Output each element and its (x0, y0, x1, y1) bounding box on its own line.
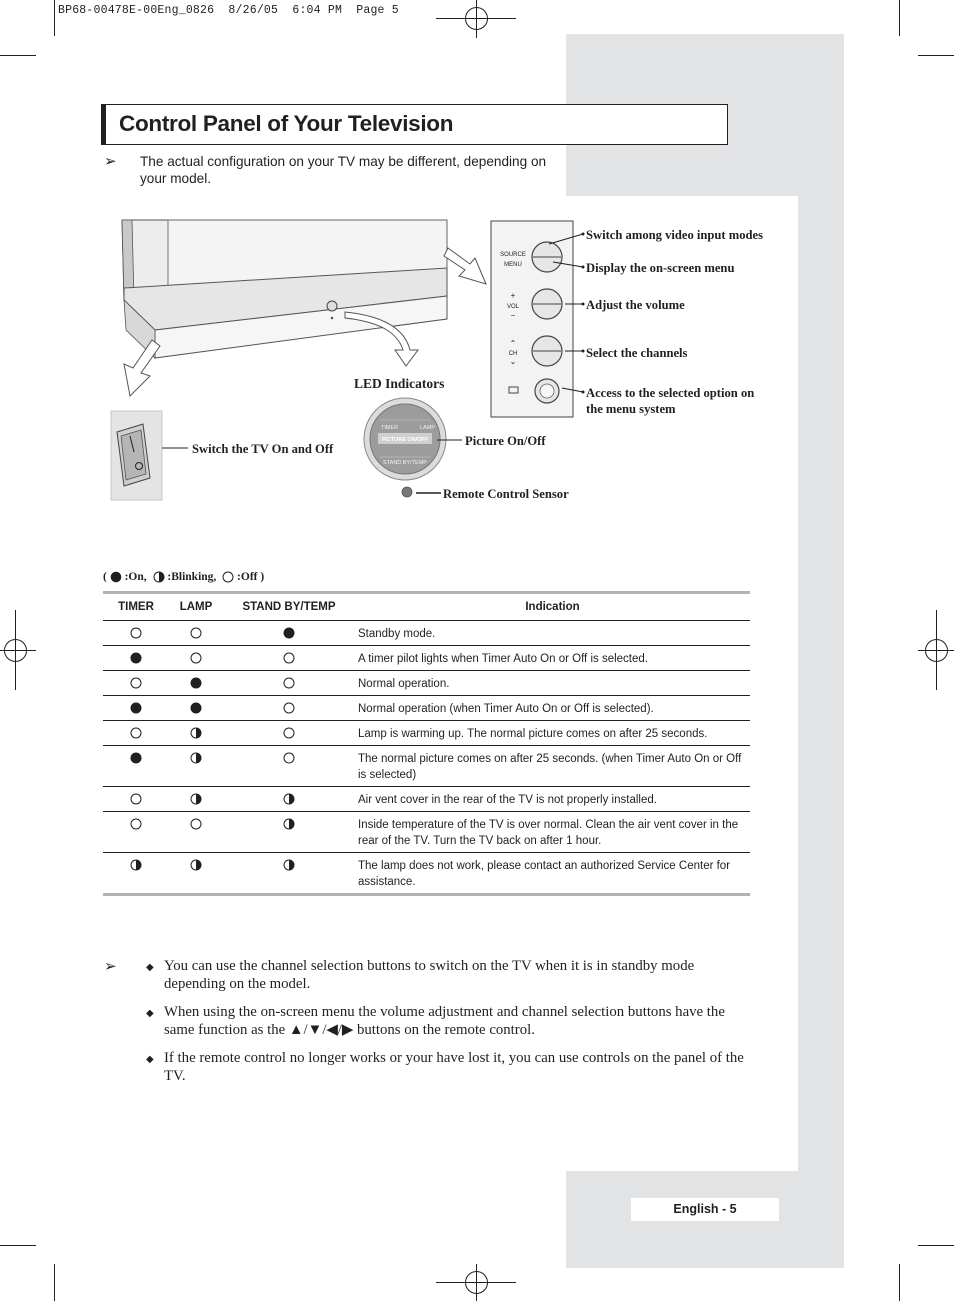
vol-minus-label: − (510, 311, 516, 320)
note-text: When using the on-screen menu the volume adjustment and channel selection buttons have the same function as the ▲/▼/◀/▶ buttons on the remote control. (164, 1004, 725, 1038)
standby-status-cell (223, 746, 355, 787)
led-legend: ( :On, :Blinking, :Off ) (103, 571, 265, 583)
vol-label: VOL (506, 304, 520, 310)
on-state-icon (130, 752, 142, 764)
registration-mark-right (918, 610, 954, 690)
ch-up-label: ⌃ (509, 339, 517, 348)
callout-led-indicators: LED Indicators (354, 376, 445, 391)
callout-switch-video: Switch among video input modes (586, 228, 764, 242)
remote-sensor-icon (402, 487, 412, 497)
lamp-status-cell (169, 812, 223, 853)
off-state-icon (283, 652, 295, 664)
lamp-status-cell (169, 721, 223, 746)
list-item (146, 957, 756, 993)
page-title-box (101, 104, 728, 145)
legend-off-label: :Off (237, 571, 258, 583)
off-state-icon (283, 727, 295, 739)
list-item (146, 1049, 756, 1085)
off-state-icon (190, 652, 202, 664)
off-state-icon (130, 818, 142, 830)
standby-status-cell (223, 853, 355, 895)
standby-status-cell (223, 646, 355, 671)
tv-diagram (100, 212, 810, 512)
page-title: Control Panel of Your Television (119, 111, 454, 136)
lamp-status-cell (169, 853, 223, 895)
page-number: English - 5 (631, 1198, 779, 1221)
standby-status-cell (223, 621, 355, 646)
indication-cell: Normal operation. (355, 671, 750, 696)
registration-mark-left (0, 610, 36, 690)
timer-status-cell (103, 721, 169, 746)
list-item (146, 1003, 756, 1039)
callout-display-menu: Display the on-screen menu (586, 261, 735, 275)
indication-cell: Inside temperature of the TV is over normal. Clean the air vent cover in the rear of the TV. Turn the TV back on after 1 hour. (355, 812, 750, 853)
table-row (103, 646, 750, 671)
standby-status-cell (223, 696, 355, 721)
table-row (103, 812, 750, 853)
on-state-icon (190, 702, 202, 714)
on-state-icon (130, 702, 142, 714)
led-standby-label: STAND BY/TEMP (383, 460, 427, 466)
blink-state-icon (190, 793, 202, 805)
table-row (103, 671, 750, 696)
callout-adjust-volume: Adjust the volume (586, 298, 685, 312)
indication-cell: Standby mode. (355, 621, 750, 646)
led-indication-table (103, 591, 750, 896)
lamp-status-cell (169, 746, 223, 787)
callout-access-option-line1: Access to the selected option on (586, 386, 755, 400)
off-state-icon (283, 702, 295, 714)
registration-mark-bottom (436, 1262, 516, 1301)
note-text: You can use the channel selection buttons to switch on the TV when it is in standby mode depending on the model. (164, 958, 695, 992)
indication-cell: The normal picture comes on after 25 seconds. (when Timer Auto On or Off is selected) (355, 746, 750, 787)
table-row (103, 721, 750, 746)
table-row (103, 621, 750, 646)
legend-on-icon (110, 571, 122, 583)
lamp-status-cell (169, 646, 223, 671)
header-standby: STAND BY/TEMP (223, 593, 355, 621)
side-control-panel (491, 221, 573, 417)
indication-cell: Lamp is warming up. The normal picture comes on after 25 seconds. (355, 721, 750, 746)
table-row (103, 746, 750, 787)
standby-status-cell (223, 671, 355, 696)
blink-state-icon (190, 859, 202, 871)
standby-status-cell (223, 812, 355, 853)
notes-list (146, 957, 756, 1095)
callout-switch-on-off: Switch the TV On and Off (192, 442, 334, 456)
legend-on-label: :On, (124, 571, 147, 583)
table-row (103, 696, 750, 721)
blink-state-icon (283, 859, 295, 871)
source-label: SOURCE (500, 252, 526, 258)
led-picture-label: PICTURE ON/OFF (381, 437, 429, 443)
timer-status-cell (103, 646, 169, 671)
timer-status-cell (103, 621, 169, 646)
indication-cell: A timer pilot lights when Timer Auto On or Off is selected. (355, 646, 750, 671)
blink-state-icon (283, 793, 295, 805)
power-switch-illustration (111, 411, 188, 500)
off-state-icon (283, 752, 295, 764)
note-arrow-icon: ➢ (104, 152, 117, 170)
standby-status-cell (223, 787, 355, 812)
off-state-icon (283, 677, 295, 689)
indication-cell: The lamp does not work, please contact an authorized Service Center for assistance. (358, 860, 731, 888)
table-row (103, 853, 750, 895)
standby-status-cell (223, 721, 355, 746)
off-state-icon (130, 627, 142, 639)
on-state-icon (130, 652, 142, 664)
diamond-bullet-icon: ◆ (146, 962, 154, 973)
vol-plus-label: + (510, 291, 516, 300)
menu-label: MENU (504, 262, 522, 268)
callout-access-option-line2: the menu system (586, 402, 676, 416)
notes-arrow-icon: ➢ (104, 957, 117, 975)
timer-status-cell (103, 853, 169, 895)
off-state-icon (130, 677, 142, 689)
callout-remote-sensor: Remote Control Sensor (443, 487, 569, 501)
note-text: If the remote control no longer works or your have lost it, you can use controls on the panel of the TV. (164, 1050, 744, 1084)
off-state-icon (130, 727, 142, 739)
indication-cell: Air vent cover in the rear of the TV is not properly installed. (355, 787, 750, 812)
lamp-status-cell (169, 671, 223, 696)
lamp-status-cell (169, 787, 223, 812)
timer-status-cell (103, 787, 169, 812)
ch-down-label: ⌄ (509, 357, 517, 366)
diamond-bullet-icon: ◆ (146, 1008, 154, 1019)
legend-off-icon (222, 571, 234, 583)
header-indication: Indication (355, 593, 750, 621)
table-header-row (103, 593, 750, 621)
registration-mark-top (436, 0, 516, 40)
callout-picture-on-off: Picture On/Off (465, 434, 546, 448)
blink-state-icon (190, 752, 202, 764)
callout-select-channels: Select the channels (586, 346, 688, 360)
lamp-status-cell (169, 696, 223, 721)
table-row (103, 787, 750, 812)
lamp-status-cell (169, 621, 223, 646)
diamond-bullet-icon: ◆ (146, 1054, 154, 1065)
blink-state-icon (130, 859, 142, 871)
ch-label: CH (508, 351, 518, 357)
timer-status-cell (103, 696, 169, 721)
legend-blinking-icon (153, 571, 165, 583)
blink-state-icon (190, 727, 202, 739)
on-state-icon (283, 627, 295, 639)
timer-status-cell (103, 746, 169, 787)
header-lamp: LAMP (169, 593, 223, 621)
led-timer-label: TIMER (381, 425, 399, 431)
header-timer: TIMER (103, 593, 169, 621)
timer-status-cell (103, 812, 169, 853)
on-state-icon (190, 677, 202, 689)
legend-blinking-label: :Blinking, (167, 571, 217, 583)
print-slug: BP68-00478E-00Eng_0826 8/26/05 6:04 PM Page 5 (58, 4, 399, 17)
blink-state-icon (283, 818, 295, 830)
timer-status-cell (103, 671, 169, 696)
off-state-icon (190, 818, 202, 830)
intro-note: The actual configuration on your TV may be different, depending on your model. (140, 154, 547, 186)
indication-cell: Normal operation (when Timer Auto On or Off is selected). (355, 696, 750, 721)
off-state-icon (130, 793, 142, 805)
led-lamp-label: LAMP (420, 425, 435, 431)
off-state-icon (190, 627, 202, 639)
